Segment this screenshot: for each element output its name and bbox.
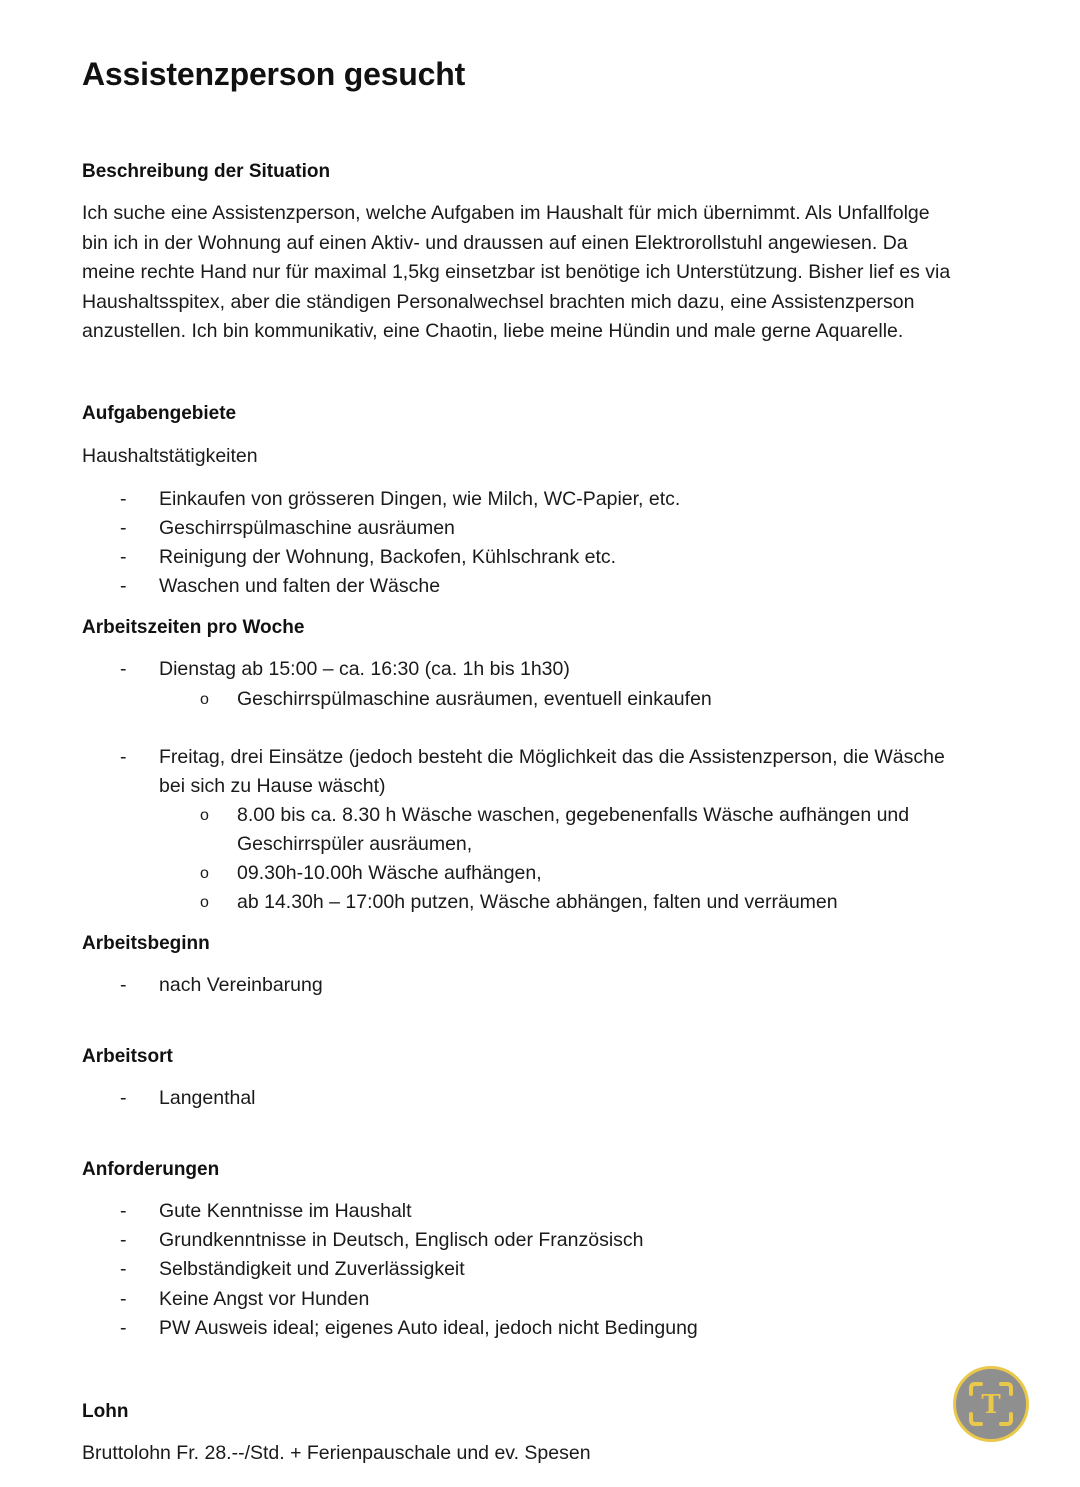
text-scan-glyph: T [981,1390,1001,1420]
heading-tasks: Aufgabengebiete [82,403,237,424]
bullet-dash: - [120,546,127,568]
bullet-dash: - [120,1317,127,1339]
page-title: Assistenzperson gesucht [82,56,466,92]
heading-salary: Lohn [82,1401,129,1422]
bullet-circle: o [200,807,209,824]
bullet-dash: - [120,658,127,680]
paragraph-line: bin ich in der Wohnung auf einen Aktiv- und draussen auf einen Elektrorollstuhl angewiesen. Da [82,231,908,254]
bullet-dash: - [120,488,127,510]
heading-start: Arbeitsbeginn [82,933,210,954]
bullet-dash: - [120,746,127,768]
paragraph-line: Ich suche eine Assistenzperson, welche Aufgaben im Haushalt für mich übernimmt. Als Unfallfolge [82,202,930,224]
bullet-dash: - [120,1258,127,1280]
bullet-dash: - [120,575,127,597]
bullet-dash: - [120,517,127,539]
heading-location: Arbeitsort [82,1046,173,1067]
heading-requirements: Anforderungen [82,1159,220,1180]
bullet-dash: - [120,974,127,996]
salary-text: Bruttolohn Fr. 28.--/Std. + Ferienpauschale und ev. Spesen [82,1442,591,1464]
bullet-circle: o [200,865,209,882]
paragraph-line: meine rechte Hand nur für maximal 1,5kg einsetzbar ist benötige ich Unterstützung. Bisher lief es via [82,261,951,283]
situation-paragraph [82,199,1057,347]
bullet-dash: - [120,1200,127,1222]
paragraph-line: anzustellen. Ich bin kommunikativ, eine Chaotin, liebe meine Hündin und male gerne Aquarelle. [82,320,904,342]
heading-situation: Beschreibung der Situation [82,161,331,182]
text-scan-icon [965,1378,1017,1430]
text-recognition-button[interactable] [953,1366,1029,1442]
bullet-circle: o [200,894,209,911]
heading-hours: Arbeitszeiten pro Woche [82,617,305,638]
bullet-dash: - [120,1087,127,1109]
bullet-dash: - [120,1229,127,1251]
paragraph-line: Haushaltsspitex, aber die ständigen Personalwechsel brachten mich dazu, eine Assistenzperson [82,290,915,313]
bullet-dash: - [120,1288,127,1310]
tasks-subheading: Haushaltstätigkeiten [82,445,258,467]
bullet-circle: o [200,691,209,708]
